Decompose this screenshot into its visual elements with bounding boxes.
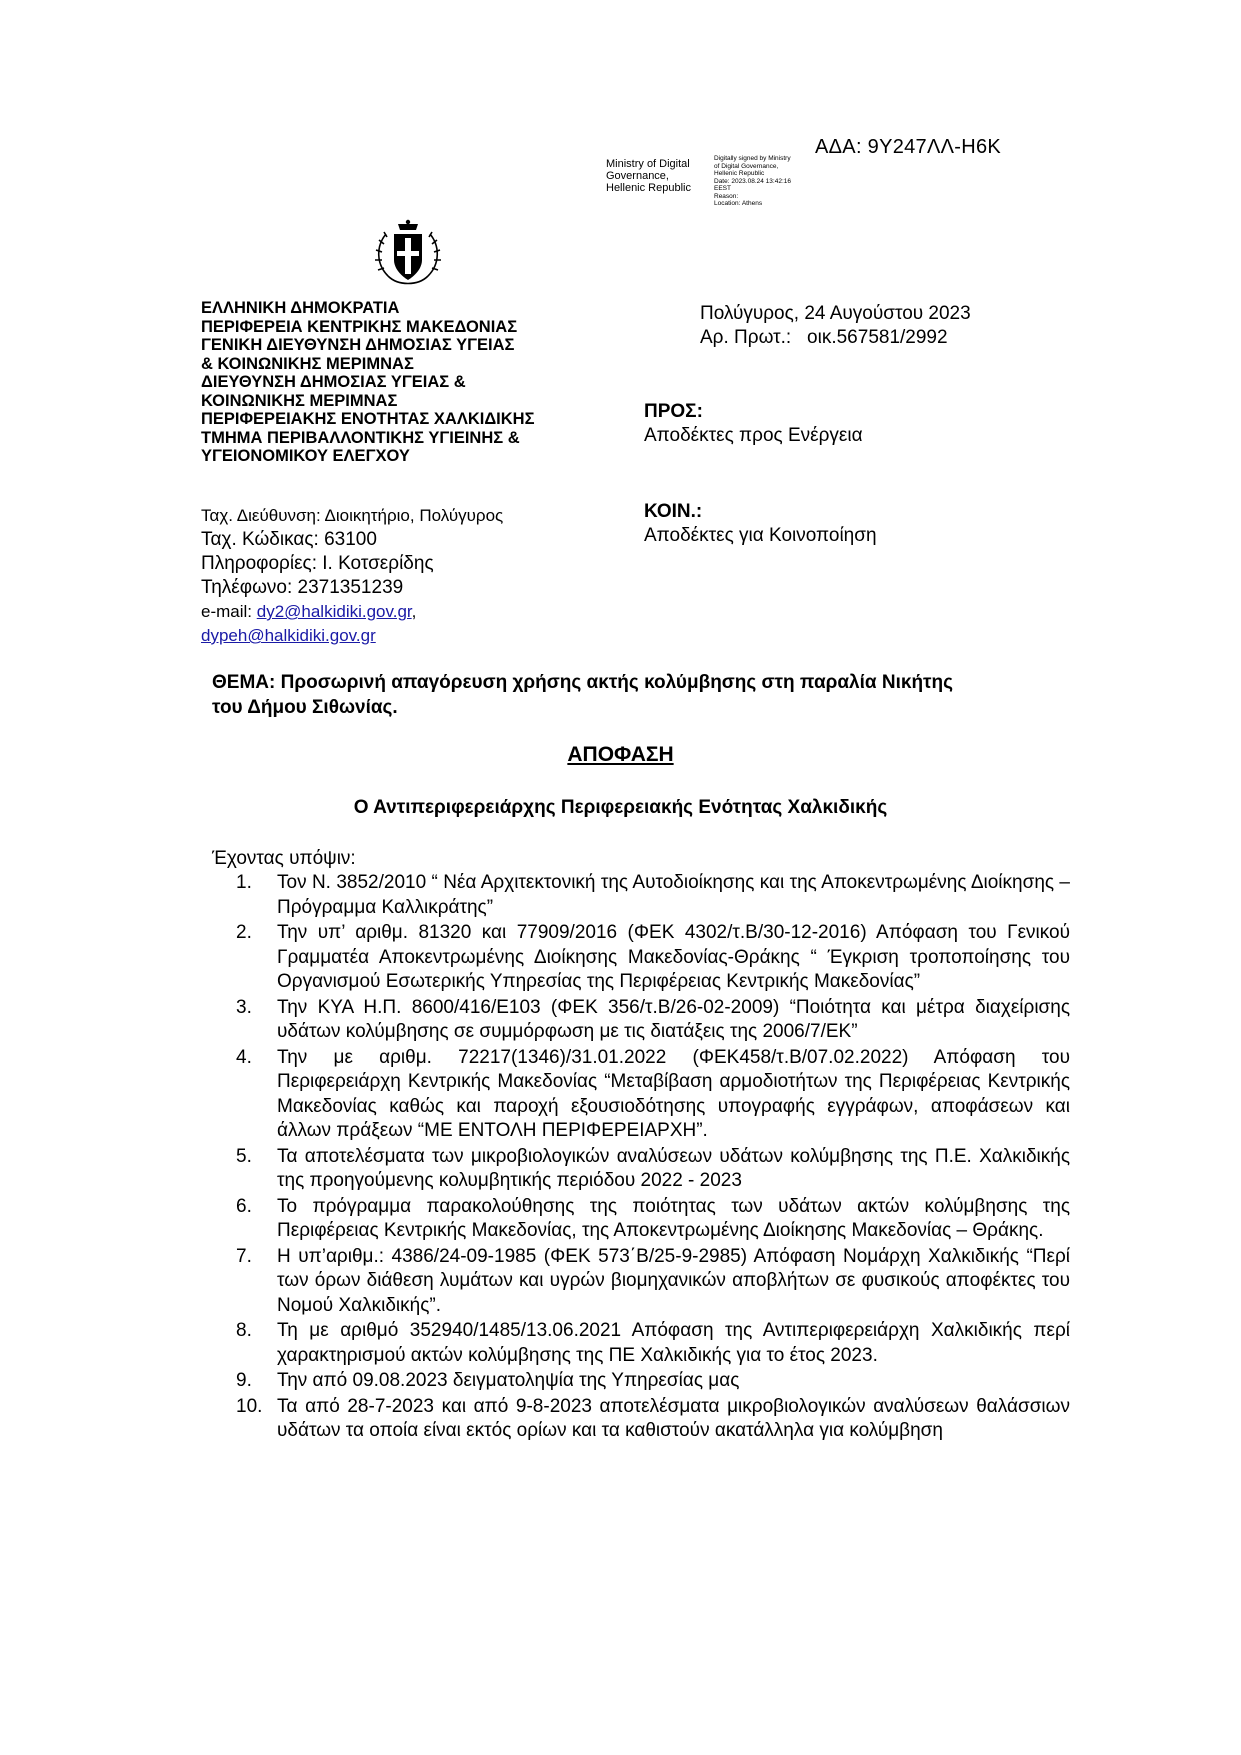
authority-line: & ΚΟΙΝΩΝΙΚΗΣ ΜΕΡΙΜΝΑΣ [201,354,414,373]
list-item-number: 10. [236,1395,263,1417]
email-link-dypeh[interactable]: dypeh@halkidiki.gov.gr [201,626,376,645]
subject [212,670,1052,720]
list-item [236,1319,1070,1368]
list-item-text: Η υπ’αριθμ.: 4386/24-09-1985 (ΦΕΚ 573΄Β/25-9-2985) Απόφαση Νομάρχη Χαλκιδικής “Περί των όρων διάθεση λυμάτων και υγρών βιομηχανικών αποβλήτων σε φυσικούς αποφέκτες του Νομού Χαλκιδικής”. [277,1245,1070,1316]
list-item [236,1245,1070,1319]
contact-info: Πληροφορίες: Ι. Κοτσερίδης [201,553,434,574]
list-item-text: Την με αριθμ. 72217(1346)/31.01.2022 (ΦΕΚ458/τ.Β/07.02.2022) Απόφαση του Περιφερειάρχη Κεντρικής Μακεδονίας “Μεταβίβαση αρμοδιοτήτων της Περιφέρειας Κεντρικής Μακεδονίας καθώς και παροχή εξουσιοδότησης υπογραφής εγγράφων, αποφάσεων και άλλων πράξεων “ΜΕ ΕΝΤΟΛΗ ΠΕΡΙΦΕΡΕΙΑΡΧΗ”. [277,1046,1070,1141]
list-item-text: Το πρόγραμμα παρακολούθησης της ποιότητας των υδάτων ακτών κολύμβησης της Περιφέρειας Κεντρικής Μακεδονίας, της Αποκεντρωμένης Διοίκησης Μακεδονίας – Θράκης. [277,1195,1070,1241]
to-value: Αποδέκτες προς Ενέργεια [644,425,863,446]
greek-coat-of-arms-icon [370,218,446,294]
authority-line: ΕΛΛΗΝΙΚΗ ΔΗΜΟΚΡΑΤΙΑ [201,299,400,317]
considerations-intro: Έχοντας υπόψιν: [212,848,356,869]
list-item-number: 3. [236,996,252,1018]
cc-value: Αποδέκτες για Κοινοποίηση [644,525,877,546]
issuer-title: Ο Αντιπεριφερειάρχης Περιφερειακής Ενότητας Χαλκιδικής [353,797,888,818]
email-separator: , [411,602,417,621]
list-item-number: 2. [236,922,252,943]
contact-email-row [201,600,631,624]
list-item-text: Τον Ν. 3852/2010 “ Νέα Αρχιτεκτονική της Αυτοδιοίκησης και της Αποκεντρωμένης Διοίκησης – Πρόγραμμα Καλλικράτης” [277,872,1070,918]
recipients-cc [644,500,877,548]
signature-signer [606,158,714,194]
list-item-text: Την ΚΥΑ Η.Π. 8600/416/Ε103 (ΦΕΚ 356/τ.Β/26-02-2009) “Ποιότητα και μέτρα διαχείρισης υδάτων κολύμβησης σε συμμόρφωση με τις διατάξεις της 2006/7/ΕΚ” [277,996,1070,1042]
list-item [236,1195,1070,1244]
list-item-text: Τα αποτελέσματα των μικροβιολογικών αναλύσεων υδάτων κολύμβησης της Π.Ε. Χαλκιδικής της προηγούμενης κολυμβητικής περιόδου 2022 - 2023 [277,1145,1070,1191]
list-item-text: Τη με αριθμό 352940/1485/13.06.2021 Απόφαση της Αντιπεριφερειάρχη Χαλκιδικής περί χαρακτηρισμού ακτών κολύμβησης της ΠΕ Χαλκιδικής για το έτος 2023. [277,1320,1070,1366]
signature-detail-line: Reason: [714,192,739,200]
signature-signer-line: Ministry of Digital [606,158,690,170]
considerations-list [236,871,1070,1445]
signature-detail-line: of Digital Governance, [714,162,779,170]
to-label: ΠΡΟΣ: [644,401,703,422]
signature-details [714,155,824,208]
authority-line: ΚΟΙΝΩΝΙΚΗΣ ΜΕΡΙΜΝΑΣ [201,391,398,410]
list-item [236,1369,1070,1394]
date-protocol-block [700,302,971,350]
place-date: Πολύγυρος, 24 Αυγούστου 2023 [700,303,971,324]
contact-block [201,504,631,648]
authority-line: ΥΓΕΙΟΝΟΜΙΚΟΥ ΕΛΕΓΧΟΥ [201,447,410,465]
list-item [236,871,1070,920]
signature-signer-line: Governance, [606,170,669,182]
authority-line: ΤΜΗΜΑ ΠΕΡΙΒΑΛΛΟΝΤΙΚΗΣ ΥΓΙΕΙΝΗΣ & [201,428,520,447]
list-item-number: 7. [236,1245,252,1267]
authority-line: ΓΕΝΙΚΗ ΔΙΕΥΘΥΝΣΗ ΔΗΜΟΣΙΑΣ ΥΓΕΙΑΣ [201,336,515,354]
signature-signer-line: Hellenic Republic [606,182,691,194]
contact-email-row-2 [201,624,631,648]
signature-detail-line: Hellenic Republic [714,170,765,177]
signature-detail-line: Location: Athens [714,200,763,207]
contact-phone: Τηλέφωνο: 2371351239 [201,577,404,598]
list-item [236,1395,1070,1444]
list-item-number: 6. [236,1195,252,1217]
list-item [236,1046,1070,1144]
recipients-to [644,400,863,448]
contact-address: Ταχ. Διεύθυνση: Διοικητήριο, Πολύγυρος [201,506,504,525]
subject-line: του Δήμου Σιθωνίας. [212,697,398,718]
list-item-number: 4. [236,1046,252,1068]
list-item-number: 9. [236,1370,252,1391]
list-item [236,921,1070,995]
decision-title: ΑΠΟΦΑΣΗ [567,743,674,766]
authority-header [201,299,631,466]
authority-line: ΠΕΡΙΦΕΡΕΙΑ ΚΕΝΤΡΙΚΗΣ ΜΑΚΕΔΟΝΙΑΣ [201,317,518,336]
signature-detail-line: Digitally signed by Ministry [714,155,791,162]
email-link-dy2[interactable]: dy2@halkidiki.gov.gr [256,602,412,621]
contact-postcode: Ταχ. Κώδικας: 63100 [201,529,377,550]
email-label: e-mail: [201,602,257,621]
protocol-number: οικ.567581/2992 [807,327,948,348]
list-item-text: Τα από 28-7-2023 και από 9-8-2023 αποτελέσματα μικροβιολογικών αναλύσεων θαλάσσιων υδάτων τα οποία είναι εκτός ορίων και τα καθιστούν ακατάλληλα για κολύμβηση [277,1395,1070,1441]
authority-line: ΠΕΡΙΦΕΡΕΙΑΚΗΣ ΕΝΟΤΗΤΑΣ ΧΑΛΚΙΔΙΚΗΣ [201,410,535,428]
authority-line: ΔΙΕΥΘΥΝΣΗ ΔΗΜΟΣΙΑΣ ΥΓΕΙΑΣ & [201,373,466,391]
signature-detail-line: EEST [714,185,731,192]
subject-line: ΘΕΜΑ: Προσωρινή απαγόρευση χρήσης ακτής κολύμβησης στη παραλία Νικήτης [212,672,954,693]
list-item-text: Την από 09.08.2023 δειγματοληψία της Υπηρεσίας μας [277,1370,740,1391]
list-item-number: 5. [236,1145,252,1167]
signature-detail-line: Date: 2023.08.24 13:42:16 [714,177,791,185]
list-item-number: 1. [236,872,252,893]
cc-label: ΚΟΙΝ.: [644,501,703,522]
ada-code: ΑΔΑ: 9Υ247ΛΛ-Η6Κ [815,136,1002,158]
protocol-label: Αρ. Πρωτ.: [700,327,792,348]
list-item-text: Την υπ’ αριθμ. 81320 και 77909/2016 (ΦΕΚ 4302/τ.Β/30-12-2016) Απόφαση του Γενικού Γραμματέα Αποκεντρωμένης Διοίκησης Μακεδονίας-Θράκης “ Έγκριση τροποποίησης του Οργανισμού Εσωτερικής Υπηρεσίας της Περιφέρειας Κεντρικής Μακεδονίας” [277,922,1070,992]
list-item-number: 8. [236,1320,252,1341]
protocol-row [700,326,971,350]
list-item [236,996,1070,1045]
list-item [236,1145,1070,1194]
